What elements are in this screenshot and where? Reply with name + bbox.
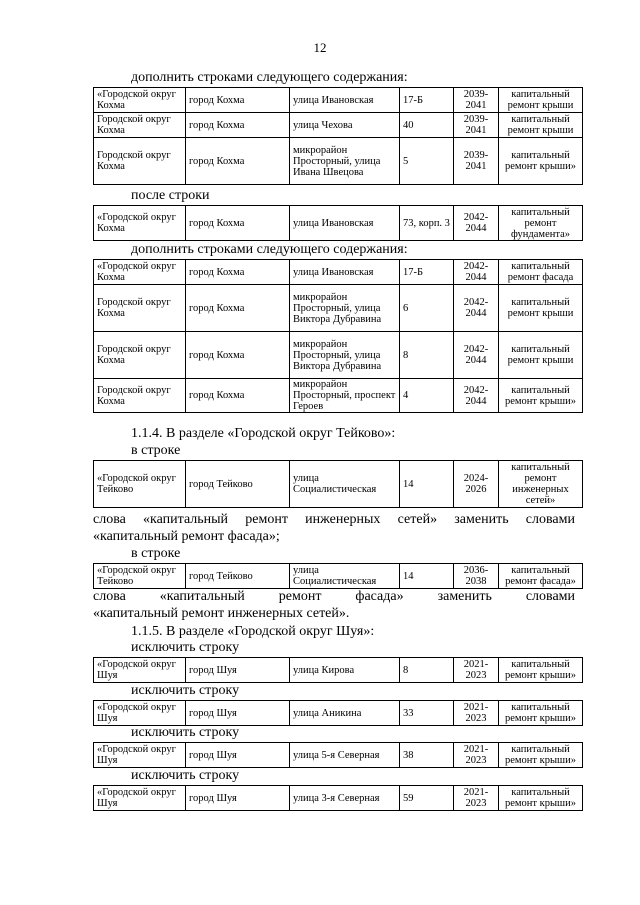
cell-house: 59 bbox=[400, 786, 454, 811]
cell-district: Городской округ Кохма bbox=[94, 138, 186, 185]
table-kokhma-add-2 bbox=[93, 259, 583, 413]
cell-work: капитальный ремонт крыши» bbox=[499, 743, 583, 768]
cell-house: 14 bbox=[400, 564, 454, 589]
table-row bbox=[94, 701, 583, 726]
table-row bbox=[94, 743, 583, 768]
exclude-row-label-1: исключить строку bbox=[131, 640, 240, 655]
cell-street: микрорайон Просторный, улица Ивана Швецова bbox=[290, 138, 400, 185]
cell-city: город Кохма bbox=[186, 260, 290, 285]
cell-work: капитальный ремонт крыши» bbox=[499, 786, 583, 811]
cell-street: улица Чехова bbox=[290, 113, 400, 138]
cell-work: капитальный ремонт фасада» bbox=[499, 564, 583, 589]
cell-years: 2024-2026 bbox=[454, 461, 499, 508]
cell-city: город Кохма bbox=[186, 88, 290, 113]
in-row-label-2: в строке bbox=[131, 546, 181, 561]
exclude-row-label-2: исключить строку bbox=[131, 683, 240, 698]
cell-city: город Тейково bbox=[186, 461, 290, 508]
cell-house: 8 bbox=[400, 332, 454, 379]
cell-street: улица 5-я Северная bbox=[290, 743, 400, 768]
cell-years: 2042-2044 bbox=[454, 260, 499, 285]
cell-work: капитальный ремонт фундамента» bbox=[499, 206, 583, 241]
exclude-row-label-3: исключить строку bbox=[131, 725, 240, 740]
cell-work: капитальный ремонт крыши bbox=[499, 332, 583, 379]
cell-street: улица 3-я Северная bbox=[290, 786, 400, 811]
table-row bbox=[94, 138, 583, 185]
cell-street: улица Ивановская bbox=[290, 260, 400, 285]
cell-district: Городской округ Кохма bbox=[94, 113, 186, 138]
table-teykovo-2 bbox=[93, 563, 583, 589]
cell-city: город Кохма bbox=[186, 332, 290, 379]
replace-text-1-line1: слова «капитальный ремонт инженерных сетей» заменить словами bbox=[93, 512, 575, 527]
cell-street: улица Аникина bbox=[290, 701, 400, 726]
table-shuya-4 bbox=[93, 785, 583, 811]
cell-city: город Кохма bbox=[186, 285, 290, 332]
cell-house: 4 bbox=[400, 379, 454, 413]
cell-city: город Шуя bbox=[186, 701, 290, 726]
table-row bbox=[94, 285, 583, 332]
cell-house: 17-Б bbox=[400, 260, 454, 285]
cell-district: Городской округ Кохма bbox=[94, 332, 186, 379]
cell-years: 2021-2023 bbox=[454, 786, 499, 811]
cell-house: 33 bbox=[400, 701, 454, 726]
cell-street: улица Ивановская bbox=[290, 206, 400, 241]
cell-city: город Шуя bbox=[186, 658, 290, 683]
exclude-row-label-4: исключить строку bbox=[131, 768, 240, 783]
cell-work: капитальный ремонт крыши bbox=[499, 113, 583, 138]
cell-house: 14 bbox=[400, 461, 454, 508]
cell-street: микрорайон Просторный, проспект Героев bbox=[290, 379, 400, 413]
cell-district: «Городской округ Шуя bbox=[94, 701, 186, 726]
table-row bbox=[94, 461, 583, 508]
replace-text-1-line2: «капитальный ремонт фасада»; bbox=[93, 529, 280, 544]
cell-district: «Городской округ Тейково bbox=[94, 461, 186, 508]
table-shuya-2 bbox=[93, 700, 583, 726]
cell-years: 2042-2044 bbox=[454, 206, 499, 241]
cell-work: капитальный ремонт крыши bbox=[499, 88, 583, 113]
table-row bbox=[94, 332, 583, 379]
cell-years: 2021-2023 bbox=[454, 658, 499, 683]
cell-city: город Кохма bbox=[186, 138, 290, 185]
cell-street: улица Социалистическая bbox=[290, 564, 400, 589]
cell-house: 40 bbox=[400, 113, 454, 138]
cell-years: 2039-2041 bbox=[454, 88, 499, 113]
cell-district: «Городской округ Кохма bbox=[94, 206, 186, 241]
replace-text-2-line2: «капитальный ремонт инженерных сетей». bbox=[93, 606, 350, 621]
cell-street: микрорайон Просторный, улица Виктора Дубравина bbox=[290, 285, 400, 332]
section-1-1-5: 1.1.5. В разделе «Городской округ Шуя»: bbox=[131, 624, 375, 639]
cell-city: город Тейково bbox=[186, 564, 290, 589]
table-row bbox=[94, 379, 583, 413]
table-teykovo-1 bbox=[93, 460, 583, 508]
cell-city: город Кохма bbox=[186, 206, 290, 241]
cell-work: капитальный ремонт крыши» bbox=[499, 379, 583, 413]
cell-house: 73, корп. 3 bbox=[400, 206, 454, 241]
cell-district: Городской округ Кохма bbox=[94, 285, 186, 332]
table-row bbox=[94, 658, 583, 683]
heading-add-rows-2: дополнить строками следующего содержания: bbox=[131, 242, 408, 257]
cell-years: 2039-2041 bbox=[454, 113, 499, 138]
cell-district: «Городской округ Шуя bbox=[94, 658, 186, 683]
cell-years: 2042-2044 bbox=[454, 379, 499, 413]
cell-years: 2042-2044 bbox=[454, 332, 499, 379]
cell-work: капитальный ремонт фасада bbox=[499, 260, 583, 285]
cell-house: 8 bbox=[400, 658, 454, 683]
cell-work: капитальный ремонт крыши» bbox=[499, 701, 583, 726]
cell-district: «Городской округ Кохма bbox=[94, 88, 186, 113]
table-row bbox=[94, 260, 583, 285]
replace-text-2-line1: слова «капитальный ремонт фасада» заменить словами bbox=[93, 589, 576, 604]
cell-street: улица Ивановская bbox=[290, 88, 400, 113]
cell-city: город Шуя bbox=[186, 786, 290, 811]
cell-city: город Кохма bbox=[186, 113, 290, 138]
cell-work: капитальный ремонт крыши bbox=[499, 285, 583, 332]
table-kokhma-add-1 bbox=[93, 87, 583, 185]
cell-years: 2021-2023 bbox=[454, 743, 499, 768]
table-row bbox=[94, 113, 583, 138]
cell-work: капитальный ремонт крыши» bbox=[499, 138, 583, 185]
section-1-1-4: 1.1.4. В разделе «Городской округ Тейково»: bbox=[131, 426, 396, 441]
cell-district: «Городской округ Шуя bbox=[94, 786, 186, 811]
cell-district: «Городской округ Тейково bbox=[94, 564, 186, 589]
cell-years: 2039-2041 bbox=[454, 138, 499, 185]
cell-city: город Кохма bbox=[186, 379, 290, 413]
table-row bbox=[94, 786, 583, 811]
heading-after-row: после строки bbox=[131, 188, 210, 203]
table-shuya-3 bbox=[93, 742, 583, 768]
cell-years: 2042-2044 bbox=[454, 285, 499, 332]
cell-years: 2021-2023 bbox=[454, 701, 499, 726]
cell-district: Городской округ Кохма bbox=[94, 379, 186, 413]
table-kokhma-after bbox=[93, 205, 583, 241]
cell-district: «Городской округ Шуя bbox=[94, 743, 186, 768]
cell-house: 38 bbox=[400, 743, 454, 768]
cell-street: улица Кирова bbox=[290, 658, 400, 683]
table-shuya-1 bbox=[93, 657, 583, 683]
heading-add-rows-1: дополнить строками следующего содержания: bbox=[131, 70, 408, 85]
cell-house: 5 bbox=[400, 138, 454, 185]
cell-work: капитальный ремонт крыши» bbox=[499, 658, 583, 683]
in-row-label-1: в строке bbox=[131, 443, 181, 458]
table-row bbox=[94, 88, 583, 113]
cell-house: 6 bbox=[400, 285, 454, 332]
cell-work: капитальный ремонт инженерных сетей» bbox=[499, 461, 583, 508]
table-row bbox=[94, 206, 583, 241]
cell-district: «Городской округ Кохма bbox=[94, 260, 186, 285]
table-row bbox=[94, 564, 583, 589]
cell-street: микрорайон Просторный, улица Виктора Дубравина bbox=[290, 332, 400, 379]
cell-house: 17-Б bbox=[400, 88, 454, 113]
cell-years: 2036-2038 bbox=[454, 564, 499, 589]
cell-city: город Шуя bbox=[186, 743, 290, 768]
cell-street: улица Социалистическая bbox=[290, 461, 400, 508]
page-number: 12 bbox=[313, 40, 327, 55]
